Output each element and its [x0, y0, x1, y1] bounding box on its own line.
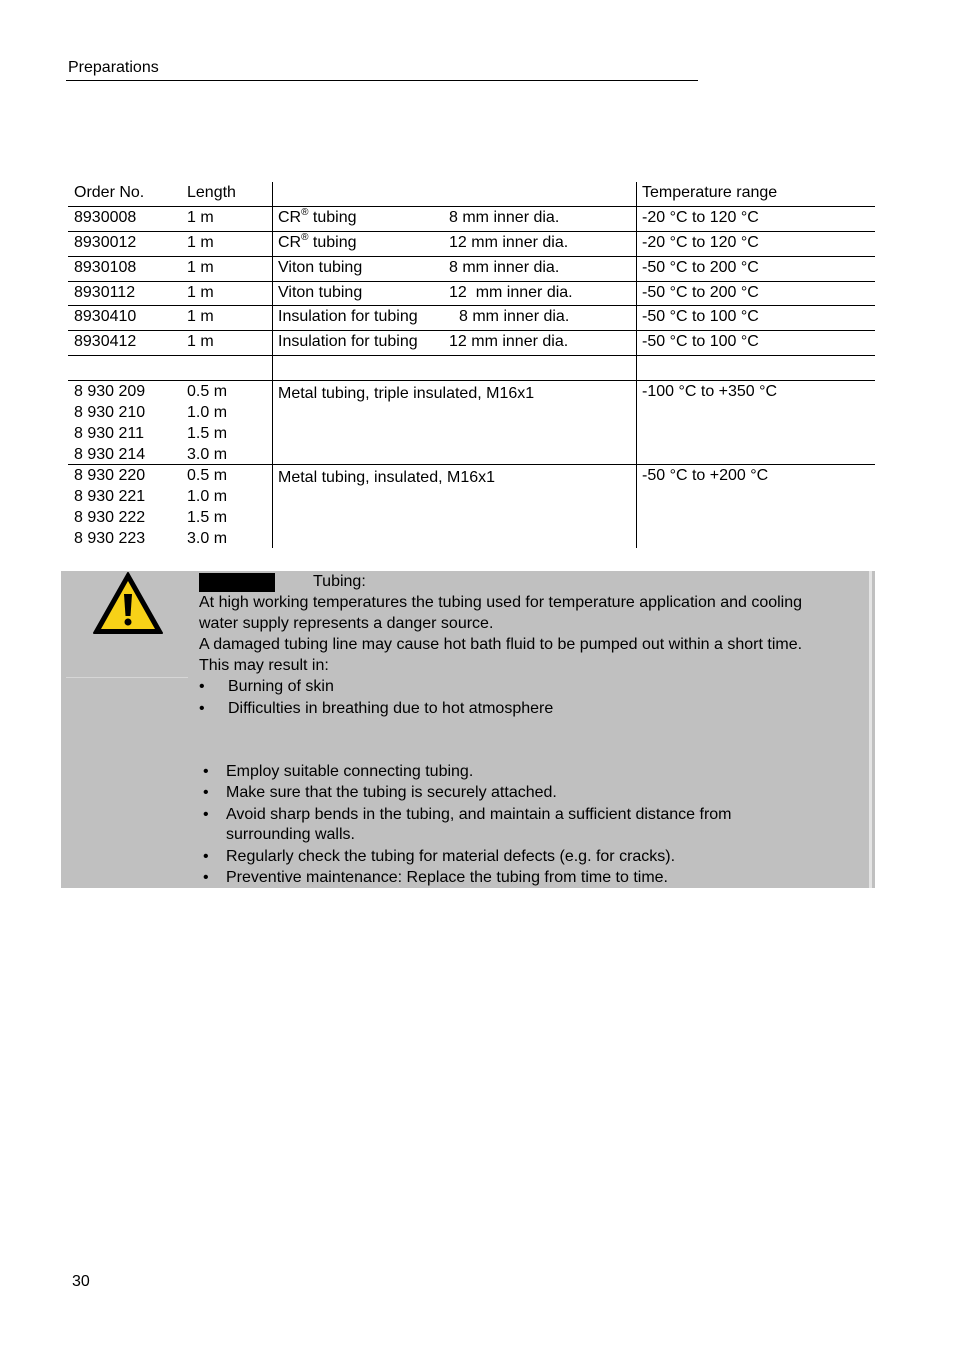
row-temperature: -50 °C to 200 °C — [642, 284, 759, 301]
group-length: 0.5 m — [187, 467, 228, 484]
group-description: Metal tubing, triple insulated, M16x1 — [278, 385, 535, 402]
group-length: 3.0 m — [187, 446, 228, 463]
row-length: 1 m — [187, 308, 214, 325]
warning-text-line: A damaged tubing line may cause hot bath fluid to be pumped out within a short time. — [199, 636, 803, 653]
measure-item: Make sure that the tubing is securely attached. — [226, 784, 557, 801]
measure-item: Regularly check the tubing for material defects (e.g. for cracks). — [226, 848, 676, 865]
group-length: 1.5 m — [187, 509, 228, 526]
warning-text-line: At high working temperatures the tubing used for temperature application and cooling — [199, 594, 803, 611]
measure-item: Preventive maintenance: Replace the tubing from time to time. — [226, 869, 668, 886]
row-order-no: 8930410 — [74, 308, 137, 325]
group-length: 0.5 m — [187, 383, 228, 400]
warning-title: Tubing: — [313, 573, 366, 590]
signal-word-label — [199, 573, 275, 592]
row-item: Insulation for tubing — [278, 308, 418, 325]
page-number: 30 — [72, 1273, 90, 1290]
bullet-icon: • — [199, 700, 205, 717]
bullet-icon: • — [199, 678, 205, 695]
risk-item: Difficulties in breathing due to hot atmosphere — [228, 700, 554, 717]
measure-item: Employ suitable connecting tubing. — [226, 763, 474, 780]
group-length: 1.5 m — [187, 425, 228, 442]
group-order-no: 8 930 210 — [74, 404, 146, 421]
group-order-no: 8 930 223 — [74, 530, 146, 547]
column-divider — [272, 182, 273, 548]
tubing-table — [0, 0, 954, 560]
measure-item: Avoid sharp bends in the tubing, and maintain a sufficient distance from — [226, 806, 732, 823]
bullet-icon: • — [203, 784, 209, 801]
warning-icon-divider — [66, 677, 188, 678]
group-order-no: 8 930 221 — [74, 488, 146, 505]
row-diameter: 12 mm inner dia. — [449, 333, 569, 350]
row-order-no: 8930008 — [74, 209, 137, 226]
bullet-icon: • — [203, 763, 209, 780]
column-divider — [636, 182, 637, 548]
row-item: Viton tubing — [278, 284, 363, 301]
header-temperature-range: Temperature range — [642, 184, 778, 201]
row-temperature: -50 °C to 200 °C — [642, 259, 759, 276]
row-temperature: -20 °C to 120 °C — [642, 234, 759, 251]
row-order-no: 8930012 — [74, 234, 137, 251]
measure-item-continuation: surrounding walls. — [226, 826, 355, 843]
bullet-icon: • — [203, 806, 209, 823]
row-order-no: 8930112 — [74, 284, 136, 301]
row-length: 1 m — [187, 284, 214, 301]
group-order-no: 8 930 209 — [74, 383, 146, 400]
row-item: Insulation for tubing — [278, 333, 418, 350]
warning-text-line: This may result in: — [199, 657, 329, 674]
group-order-no: 8 930 211 — [74, 425, 144, 442]
warning-triangle-icon — [92, 570, 164, 636]
header-length: Length — [187, 184, 236, 201]
warning-text-line: water supply represents a danger source. — [199, 615, 494, 632]
group-length: 3.0 m — [187, 530, 228, 547]
row-temperature: -50 °C to 100 °C — [642, 308, 759, 325]
group-length: 1.0 m — [187, 488, 228, 505]
row-divider — [68, 355, 875, 356]
row-diameter: 12 mm inner dia. — [449, 234, 569, 251]
row-diameter: 8 mm inner dia. — [459, 308, 570, 325]
row-temperature: -20 °C to 120 °C — [642, 209, 759, 226]
group-temperature: -100 °C to +350 °C — [642, 383, 778, 400]
section-header: Preparations — [68, 59, 159, 76]
row-diameter: 8 mm inner dia. — [449, 209, 560, 226]
row-item: CR® tubing — [278, 232, 357, 251]
row-length: 1 m — [187, 234, 214, 251]
row-temperature: -50 °C to 100 °C — [642, 333, 759, 350]
group-order-no: 8 930 214 — [74, 446, 146, 463]
row-length: 1 m — [187, 209, 214, 226]
row-item: CR® tubing — [278, 207, 357, 226]
bullet-icon: • — [203, 869, 209, 886]
bullet-icon: • — [203, 848, 209, 865]
risk-item: Burning of skin — [228, 678, 334, 695]
group-order-no: 8 930 222 — [74, 509, 146, 526]
row-length: 1 m — [187, 259, 214, 276]
warning-box-edge — [869, 571, 872, 888]
row-diameter: 12 mm inner dia. — [449, 284, 573, 301]
row-length: 1 m — [187, 333, 214, 350]
group-length: 1.0 m — [187, 404, 228, 421]
group-order-no: 8 930 220 — [74, 467, 146, 484]
row-diameter: 8 mm inner dia. — [449, 259, 560, 276]
header-order-no: Order No. — [74, 184, 145, 201]
row-order-no: 8930108 — [74, 259, 137, 276]
row-order-no: 8930412 — [74, 333, 137, 350]
group-description: Metal tubing, insulated, M16x1 — [278, 469, 496, 486]
group-temperature: -50 °C to +200 °C — [642, 467, 769, 484]
row-item: Viton tubing — [278, 259, 363, 276]
